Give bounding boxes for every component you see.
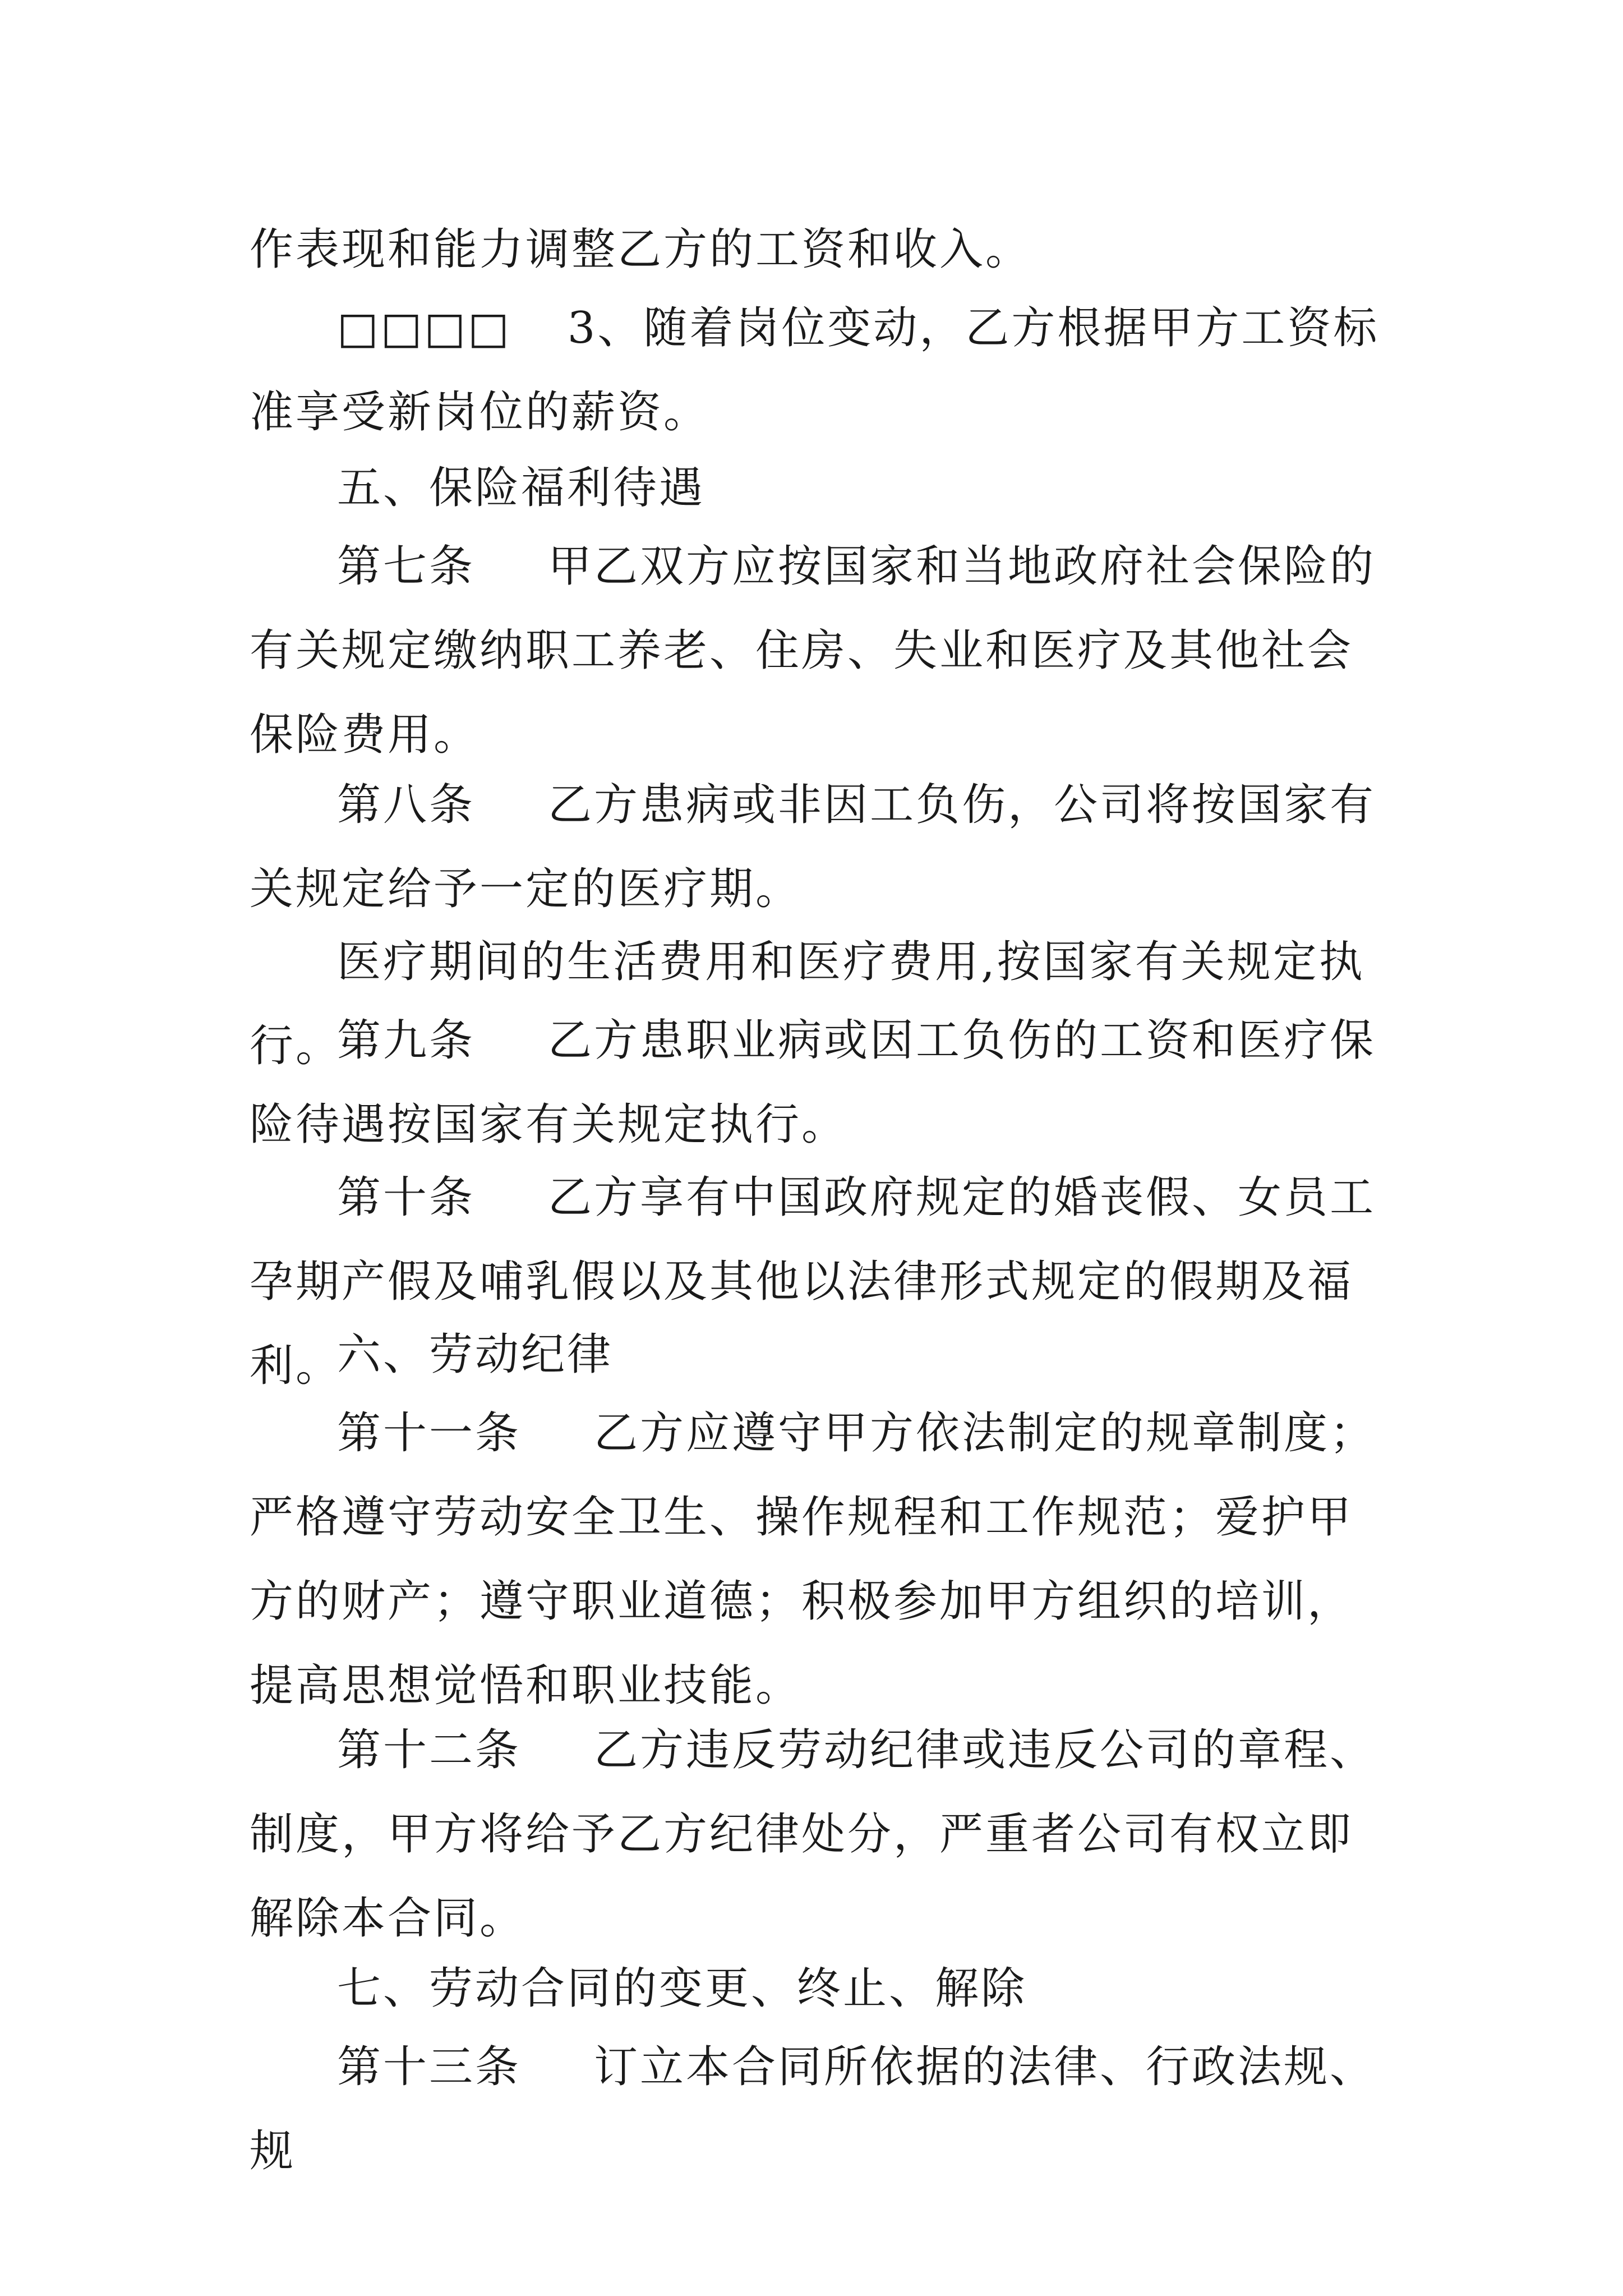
article-number: 第九条 [337, 1015, 476, 1066]
article-number: 第十二条 [337, 1725, 522, 1775]
paragraph-text: 甲乙双方应按国家和当地政府社会保险的有关规定缴纳职工养老、住房、失业和医疗及其他社会保险费用。 [250, 541, 1376, 760]
article-number: 第十三条 [337, 2042, 522, 2092]
article-8 [250, 763, 1388, 931]
article-13 [250, 2025, 1388, 2193]
article-7 [250, 524, 1388, 777]
paragraph-text: 医疗期间的生活费用和医疗费用,按国家有关规定执行。 [250, 937, 1365, 1071]
article-number: 第十条 [337, 1172, 476, 1223]
paragraph-clause-3 [250, 286, 1388, 454]
paragraph-text: 乙方应遵守甲方依法制定的规章制度；严格遵守劳动安全卫生、操作规程和工作规范；爱护甲方的财产；遵守职业道德；积极参加甲方组织的培训，提高思想觉悟和职业技能。 [250, 1408, 1376, 1711]
section-heading: 七、劳动合同的变更、终止、解除 [337, 1963, 1027, 2014]
section-heading-discipline [250, 1313, 1388, 1397]
article-9 [250, 999, 1388, 1167]
section-heading-contract-change [250, 1947, 1388, 2031]
paragraph-text: 作表现和能力调整乙方的工资和收入。 [250, 224, 1032, 275]
section-heading: 六、劳动纪律 [337, 1329, 614, 1380]
article-number: 第八条 [337, 780, 476, 830]
paragraph-text: 3、随着岗位变动，乙方根据甲方工资标准享受新岗位的薪资。 [250, 303, 1380, 438]
paragraph-text: 乙方违反劳动纪律或违反公司的章程、制度，甲方将给予乙方纪律处分，严重者公司有权立即解除本合同。 [250, 1725, 1376, 1944]
article-12 [250, 1708, 1388, 1961]
article-11 [250, 1391, 1388, 1728]
section-heading: 五、保险福利待遇 [337, 463, 706, 513]
paragraph-continuation [250, 208, 1388, 292]
clause-prefix: □□□□ [337, 303, 511, 353]
paragraph-text: 订立本合同所依据的法律、行政法规、规 [250, 2042, 1376, 2177]
paragraph-text: 乙方患病或非因工负伤，公司将按国家有关规定给予一定的医疗期。 [250, 780, 1376, 914]
article-number: 第七条 [337, 541, 476, 592]
section-heading-insurance [250, 446, 1388, 530]
article-number: 第十一条 [337, 1408, 522, 1458]
paragraph-text: 乙方患职业病或因工负伤的工资和医疗保险待遇按国家有关规定执行。 [250, 1015, 1376, 1150]
paragraph-text: 乙方享有中国政府规定的婚丧假、女员工孕期产假及哺乳假以及其他以法律形式规定的假期及福利。 [250, 1172, 1376, 1391]
